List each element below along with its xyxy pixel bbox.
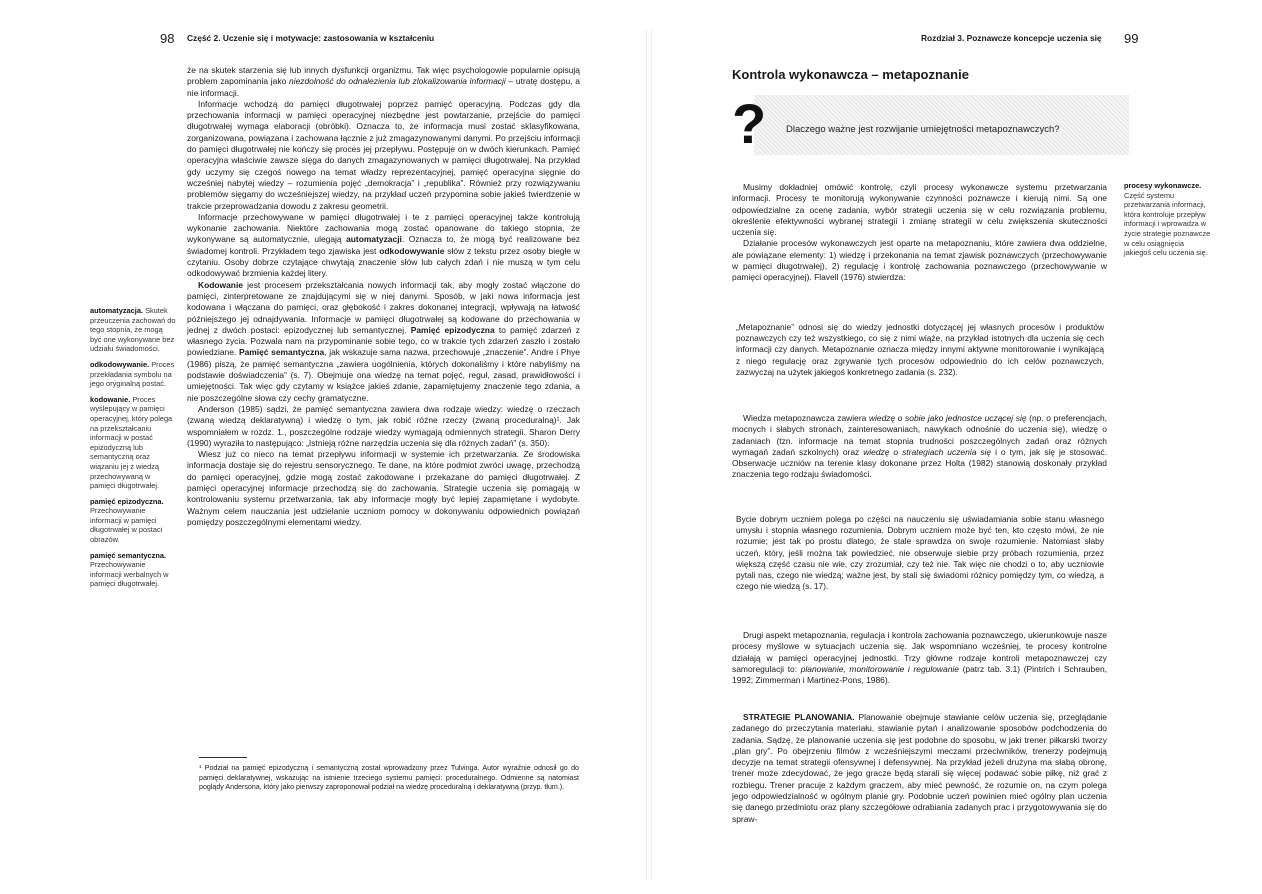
footnote: ¹ Podział na pamięć epizodyczną i semantyczną został wprowadzony przez Tulvinga. Autor wyraźnie odnosił go do pamięci deklaratywnej, wskazując na istnienie trzeciego systemu pamięci: proceduralnego. Odmienne są natomiast poglądy Andersona, który jako pierwszy zaproponował podział na wiedzę proceduralną i deklaratywną (przyp. tłum.). bbox=[199, 764, 579, 791]
glossary-definition: Przechowywanie informacji werbalnych w pamięci długotrwałej. bbox=[90, 560, 169, 589]
body-text-left bbox=[187, 65, 580, 528]
margin-glossary-left bbox=[90, 306, 176, 595]
block-quote-holt: Bycie dobrym uczniem polega po części na nauczeniu się uświadamiania sobie stanu własnego umysłu i stopnia własnego rozumienia. Dobrym uczniem może być ten, kto często mówi, że nie rozumie; jest tak po prostu dlatego, że stale sprawdza on swoje rozumienie. Natomiast słaby uczeń, który, jeśli można tak powiedzieć, nie obserwuje siebie przy próbach rozumienia, przez większą część czasu nie wie, czy zrozumiał, czy też nie. Tak więc nie chodzi o to, aby uczniowie pytali nas, czego nie wiedzą; ważne jest, by stali się świadomi różnicy pomiędzy tym, co wiedzą, a czego nie wiedzą (s. 17). bbox=[736, 514, 1104, 592]
paragraph: Informacje wchodzą do pamięci długotrwałej poprzez pamięć operacyjną. Podczas gdy dla przechowania informacji w pamięci operacyjnej niezbędne jest powtarzanie, przejście do pamięci długotrwałej wymaga elaboracji (obróbki). Oznacza to, że informacja musi zostać sklasyfikowana, zorganizowana, powiązana i zachowana łącznie z już zmagazynowanymi danymi. Po przejściu informacji do pamięci długotrwałej nie kończy się proces jej przepływu. Postępuje on w dwóch kierunkach. Pamięć operacyjna właściwie zawsze sięga do danych zmagazynowanych w pamięci długotrwałej. Na przykład gdy uczymy się czegoś nowego na temat władzy reprezentacyjnej, pamięć operacyjna sięgnie do wcześniej nabytej wiedzy – rozumienia pojęć „demokracja” i „republika”. Również przy rozwiązywaniu problemów sięgamy do wcześniejszej wiedzy, na przykład uczeń przypomina sobie jakieś twierdzenie w trakcie przeprowadzania dowodu z zakresu geometrii. bbox=[187, 98, 580, 211]
block-quote-flavell: „Metapoznanie” odnosi się do wiedzy jednostki dotyczącej jej własnych procesów i produktów poznawczych czy też wszystkiego, co się z nimi wiąże, na przykład istotnych dla uczenia się cech informacji czy danych. Metapoznanie oznacza między innymi aktywne monitorowanie i wynikającą z niego regulację oraz zgrywanie tych procesów odpowiednio do ich celów poznawczych, zazwyczaj na użytek jakiegoś konkretnego zadania (s. 232). bbox=[736, 322, 1104, 377]
glossary-entry bbox=[90, 360, 176, 389]
glossary-entry bbox=[90, 551, 176, 589]
glossary-definition: Przechowywanie informacji w pamięci długotrwałej w postaci obrazów. bbox=[90, 506, 163, 545]
section-title: Kontrola wykonawcza – metapoznanie bbox=[732, 67, 969, 82]
paragraph: Kodowanie jest procesem przekształcania nowych informacji tak, aby mogły zostać włączone do pamięci, zinterpretowane ze znajdującymi się w niej danymi. Sposób, w jaki nowa informacja jest kodowana i włączana do pamięci, oraz głębokość i zakres dokonanej integracji, wpływają na łatwość późniejszego jej odnajdywania. Informacje w pamięci długotrwałej są kodowane do przechowania w jednej z dwóch postaci: epizodycznej lub semantycznej. Pamięć epizodyczna to pamięć zdarzeń z własnego życia. Pozwala nam na przypominanie sobie tego, co w trakcie tych zdarzeń zaszło i zostało powiedziane. Pamięć semantyczna, jak wskazuje sama nazwa, przechowuje „znaczenie”. Andre i Phye (1986) piszą, że pamięć semantyczna „zawiera uogólnienia, których dokonaliśmy i które nabyliśmy na podstawie doświadczenia” (s. 7). Obejmuje ona wiedzę na temat pojęć, reguł, zasad, prawidłowości i umiejętności. Tak więc gdy czytamy w książce jakieś zdanie, zapamiętujemy znaczenie tego zdania, a nie poszczególne słowa czy cechy gramatyczne. bbox=[187, 279, 580, 403]
glossary-term: procesy wykonawcze. bbox=[1124, 181, 1202, 190]
glossary-definition: Część systemu przetwarzania informacji, która kontroluje przepływ informacji i wprowadza w życie strategie poznawcze w celu osiągnięcia jakiegoś celu uczenia się. bbox=[1124, 190, 1211, 258]
footnote-rule bbox=[199, 757, 247, 758]
paragraph: Wiesz już co nieco na temat przepływu informacji w systemie ich przetwarzania. Ze środowiska informacja dostaje się do rejestru sensorycznego. Te dane, na które podmiot zwróci uwagę, przechodzą do pamięci operacyjnej, gdzie mogą zostać zakodowane i przekazane do pamięci długotrwałej. Z pamięci operacyjnej informacje przechodzą się do zachowania. Strategie uczenia się pomagają w kontrolowaniu systemu przetwarzania, tak aby informacje mogły być lepiej zapamiętane i wydobyte. Ważnym celem nauczania jest udzielanie uczniom pomocy w dokonywaniu odpowiednich powiązań pomiędzy poszczególnymi elementami wiedzy. bbox=[187, 449, 580, 527]
body-text-right-intro bbox=[732, 182, 1107, 284]
glossary-entry bbox=[90, 306, 176, 354]
glossary-term: kodowanie. bbox=[90, 394, 131, 404]
paragraph: Drugi aspekt metapoznania, regulacja i kontrola zachowania poznawczego, ukierunkowuje nasze procesy myślowe w sytuacjach uczenia się. Jak wspomniano wcześniej, te procesy kontrolne działają w pamięci operacyjnej jednostki. Trzy główne rodzaje kontroli metapoznawczej czy samoregulacji to: planowanie, monitorowanie i regulowanie (patrz tab. 3.1) (Pintrich i Schrauben, 1992; Zimmerman i Martinez-Pons, 1986). bbox=[732, 630, 1107, 686]
glossary-term: pamięć semantyczna. bbox=[90, 550, 166, 560]
paragraph: Musimy dokładniej omówić kontrolę, czyli procesy wykonawcze systemu przetwarzania informacji. Procesy te monitorują wykonywanie czynności poznawcze i kierują nimi. Są one odpowiedzialne za ocenę zadania, wybór strategii uczenia się w celu rozwiązania problemu, określenie efektywności wybranej strategii i zmianę strategii w celu zwiększenia skuteczności uczenia się. bbox=[732, 182, 1107, 238]
margin-glossary-right bbox=[1124, 181, 1212, 264]
paragraph: Wiedza metapoznawcza zawiera wiedzę o sobie jako jednostce uczącej się (np. o preferencjach, mocnych i słabych stronach, zainteresowaniach, nawykach odnośnie do uczenia się), wiedzę o zadaniach (tzn. informacje na temat stopnia trudności poszczególnych zadań oraz różnych wymagań zadań szkolnych) oraz wiedzę o strategiach uczenia się i o tym, jak się je stosować. Obserwacje uczniów na terenie klasy dokonane przez Holta (1982) stanowią doskonały przykład znaczenia tego rodzaju świadomości. bbox=[732, 413, 1108, 480]
glossary-entry bbox=[90, 497, 176, 545]
glossary-term: automatyzacja. bbox=[90, 306, 143, 315]
glossary-term: pamięć epizodyczna. bbox=[90, 496, 164, 506]
paragraph: Działanie procesów wykonawczych jest oparte na metapoznaniu, które zawiera dwa oddzielne, ale powiązane elementy: 1) wiedzę i przekonania na temat zjawisk poznawczych (przechowywanie w pamięci długotrwałej), 2) regulację i kontrolę zachowania poznawczego (przechowywanie w pamięci operacyjnej). Flavell (1976) stwierdza: bbox=[732, 238, 1107, 283]
body-text-right-lower bbox=[732, 630, 1107, 686]
paragraph: że na skutek starzenia się lub innych dysfunkcji organizmu. Tak więc psychologowie popularnie opisują problem zapominania jako niezdolność do odnalezienia lub zlokalizowania informacji – utratę dostępu, a nie informacji. bbox=[187, 65, 580, 98]
running-head-left: Część 2. Uczenie się i motywacje: zastosowania w kształceniu bbox=[187, 33, 435, 43]
page-number-left: 98 bbox=[160, 31, 175, 46]
glossary-entry bbox=[1124, 181, 1212, 258]
glossary-entry bbox=[90, 395, 176, 491]
body-text-right-mid bbox=[732, 413, 1107, 481]
body-text-right-planning bbox=[732, 712, 1107, 825]
glossary-term: odkodowywanie. bbox=[90, 359, 150, 369]
focus-question: Dlaczego ważne jest rozwijanie umiejętności metapoznawczych? bbox=[786, 124, 1060, 135]
glossary-definition: Skutek przeuczenia zachowań do tego stopnia, że mogą być one wykonywane bez udziału świadomości. bbox=[90, 306, 176, 354]
paragraph: Anderson (1985) sądzi, że pamięć semantyczna zawiera dwa rodzaje wiedzy: wiedzę o rzeczach (zwaną wiedzą deklaratywną) i wiedzę o tym, jak robić różne rzeczy (zwaną proceduralną)¹. Jak wspomniałem w rozdz. 1., poszczególne rodzaje wiedzy wymagają odmiennych strategii. Sharon Derry (1990) wyraziła to następująco: „Istnieją różne narzędzia uczenia się dla różnych zadań” (s. 350). bbox=[187, 403, 580, 448]
page-number-right: 99 bbox=[1124, 31, 1139, 46]
question-mark-icon: ? bbox=[732, 92, 767, 155]
paragraph: Informacje przechowywane w pamięci długotrwałej i te z pamięci operacyjnej także kontrolują wykonanie zachowania. Niektóre zachowania mogą zostać opanowane do takiego stopnia, że wykonywane są automatycznie, ulegają automatyzacji. Oznacza to, że mogą być realizowane bez świadomej kontroli. Przykładem tego zjawiska jest odkodowywanie słów z tekstu przez osoby biegłe w czytaniu. Osoby dobrze czytające chwytają znaczenie słów lub całych zdań i nie muszą w tym celu odkodowywać brzmienia każdej litery. bbox=[187, 211, 581, 279]
glossary-definition: Proces wyślepujący w pamięci operacyjnej, który polega na przekształcaniu informacji w postać epizodyczną lub semantyczną oraz wiązaniu jej z wiedzą przechowywaną w pamięci długotrwałej. bbox=[90, 394, 173, 491]
running-head-right: Rozdział 3. Poznawcze koncepcje uczenia się bbox=[921, 33, 1102, 43]
glossary-definition: Proces przekładania symbolu na jego oryginalną postać. bbox=[90, 359, 175, 389]
paragraph: STRATEGIE PLANOWANIA. Planowanie obejmuje stawianie celów uczenia się, przeglądanie zadanego do przeczytania materiału, stawianie pytań i analizowanie sposobów podchodzenia do zadania. Sądzę, że planowanie uczenia się jest podobne do sposobu, w jaki trener piłkarski tworzy „plan gry”. Po obejrzeniu filmów z wcześniejszymi meczami przeciwników, trenerzy podejmują decyzje na temat strategii ofensywnej i defensywnej. Na przykład jeżeli drużyna ma słabą obronę, trener może zdecydować, że jego gracze będą starali się więcej podawać sobie piłkę, niż grać z rozbiegu. Trener pracuje z każdym graczem, aby mieć pewność, że rozumie on, na czym polega jego odpowiedzialność w ogólnym planie gry. Podobnie uczeń powinien mieć ogólny plan uczenia się danego przedmiotu oraz plany szczegółowe odrabiania zadanych prac i przygotowywania się do spraw- bbox=[732, 712, 1107, 824]
